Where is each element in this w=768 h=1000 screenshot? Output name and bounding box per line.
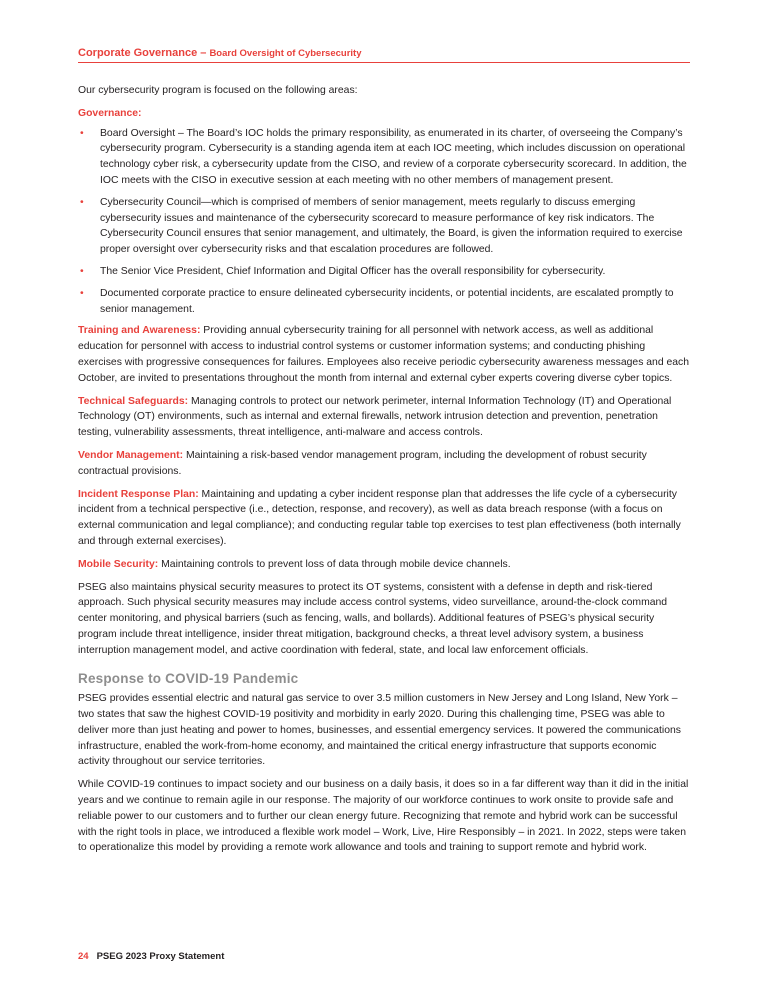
list-item xyxy=(78,264,690,280)
bullet-icon: • xyxy=(80,287,84,299)
area-label: Technical Safeguards: xyxy=(78,395,189,407)
intro-text: Our cybersecurity program is focused on the following areas: xyxy=(78,85,358,96)
document-title: PSEG 2023 Proxy Statement xyxy=(96,951,225,962)
list-item-text: The Senior Vice President, Chief Information and Digital Officer has the overall responsibility for cybersecurity. xyxy=(100,265,606,277)
list-item-text: Board Oversight – The Board’s IOC holds the primary responsibility, as enumerated in its charter, of overseeing the Company’s cybersecurity program. Cybersecurity is a standing agenda item at each IOC meeting, which includes discussion on operational technology cyber risk, a cybersecurity update from the CISO, and review of a corporate cybersecurity scorecard. In addition, the IOC meets with the CISO in executive session at each meeting with no other members of management present. xyxy=(100,127,687,186)
area-label: Vendor Management: xyxy=(78,449,184,461)
area-text: Managing controls to protect our network perimeter, internal Information Technology (IT) and Operational Technology (OT) environments, such as internal and external firewalls, network intrusion detection and prevention, penetration testing, vulnerability assessments, threat intelligence, anti-malware and access controls. xyxy=(78,395,672,439)
area-text: Maintaining controls to prevent loss of data through mobile device channels. xyxy=(158,558,511,570)
bullet-icon: • xyxy=(80,265,84,277)
covid-section-heading: Response to COVID-19 Pandemic xyxy=(78,670,299,686)
area-label: Mobile Security: xyxy=(78,558,159,570)
bullet-icon: • xyxy=(80,127,84,139)
page-footer xyxy=(78,951,224,962)
header-separator: – xyxy=(197,47,210,59)
page-number: 24 xyxy=(78,951,89,962)
list-item-text: Documented corporate practice to ensure delineated cybersecurity incidents, or potential incidents, are escalated promptly to senior management. xyxy=(100,287,674,315)
header-subtitle: Board Oversight of Cybersecurity xyxy=(209,48,362,59)
page-content xyxy=(78,83,690,863)
list-item xyxy=(78,286,690,318)
physical-security-paragraph: PSEG also maintains physical security measures to protect its OT systems, consistent with a defense in depth and risk-tiered approach. Such physical security measures may include access control systems, video surveillance, around-the-clock command center monitoring, and physical barriers (such as fencing, walls, and bollards). Additional features of PSEG’s physical security program include threat intelligence, insider threat mitigation, background checks, a threat level advisory system, a business interruption management model, and active coordination with federal, state, and local law enforcement officials. xyxy=(78,581,668,656)
area-label: Incident Response Plan: xyxy=(78,488,199,500)
bullet-icon: • xyxy=(80,196,84,208)
governance-list xyxy=(78,126,690,318)
area-label: Training and Awareness: xyxy=(78,325,201,337)
vendor-management-paragraph xyxy=(78,448,690,480)
governance-heading: Governance: xyxy=(78,107,142,119)
training-awareness-paragraph xyxy=(78,323,690,386)
incident-response-paragraph xyxy=(78,487,690,550)
area-text: Maintaining a risk-based vendor management program, including the development of robust security contractual provisions. xyxy=(78,449,647,477)
mobile-security-paragraph xyxy=(78,557,690,573)
covid-paragraph: While COVID-19 continues to impact society and our business on a daily basis, it does so in a far different way than it did in the initial years and we continue to remain agile in our response. The majority of our workforce continues to work onsite to provide safe and reliable power to our customers and to further our clean energy future. Recognizing that remote and hybrid work can be successful with the right tools in place, we introduced a flexible work model – Work, Live, Hire Responsibly – in 2021. In 2022, steps were taken to operationalize this model by providing a remote work allowance and tools and training to support remote and hybrid work. xyxy=(78,779,689,854)
list-item xyxy=(78,126,690,189)
header-title: Corporate Governance xyxy=(78,47,198,59)
list-item xyxy=(78,195,690,258)
list-item-text: Cybersecurity Council—which is comprised of members of senior management, meets regularly to discuss emerging cybersecurity issues and maintenance of the cybersecurity scorecard to measure performance of key risk indicators. The Cybersecurity Council ensures that senior management, and ultimately, the Board, is given the information required to exercise proper oversight over cybersecurity risks and that escalation procedures are followed. xyxy=(100,196,683,256)
page-header xyxy=(78,43,690,63)
area-text: Maintaining and updating a cyber incident response plan that addresses the life cycle of a cybersecurity incident from a technical perspective (i.e., detection, response, and recovery), as well as data breach response (with a focus on external communication and legal compliance); and conducting regular table top exercises to test plan effectiveness (both internally and through external exercises). xyxy=(78,488,681,547)
area-text: Providing annual cybersecurity training for all personnel with network access, as well as additional education for personnel with access to industrial control systems or customer information systems; and conducting phishing exercises with progressive consequences for failures. Employees also receive periodic cybersecurity awareness messages and each October, are invited to presentations throughout the month from internal and external cyber experts covering diverse cyber topics. xyxy=(78,325,690,384)
covid-paragraph: PSEG provides essential electric and natural gas service to over 3.5 million customers in New Jersey and Long Island, New York – two states that saw the highest COVID-19 positivity and morbidity in early 2020. During this challenging time, PSEG was able to deliver more than just heating and power to homes, businesses, and essential emergency services. It powered the communications infrastructure, enabled the work-from-home economy, and maintained the critical energy infrastructure that supports economic activity throughout our service territories. xyxy=(78,693,681,768)
technical-safeguards-paragraph xyxy=(78,394,690,441)
